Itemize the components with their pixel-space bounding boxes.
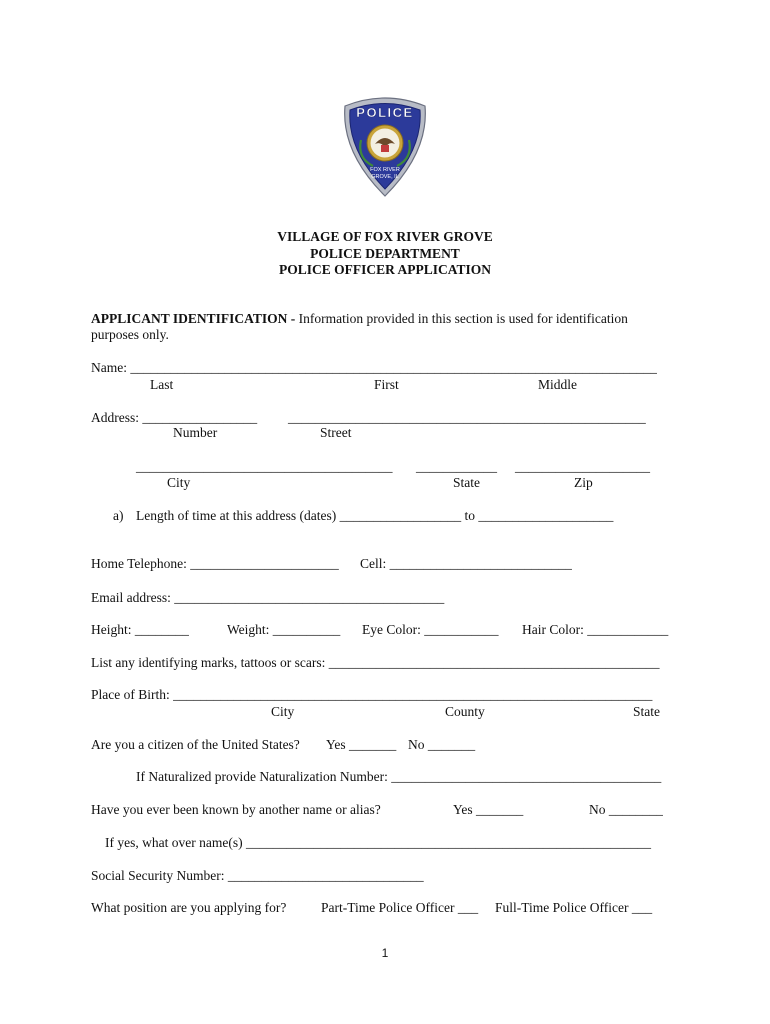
citizen-question: Are you a citizen of the United States? — [91, 737, 300, 752]
badge-top-text: POLICE — [356, 105, 414, 120]
full-time-option[interactable]: Full-Time Police Officer ___ — [495, 900, 653, 915]
height-label: Height: — [91, 622, 132, 637]
address-label: Address: — [91, 410, 139, 425]
name-label: Name: — [91, 360, 127, 375]
ssn-field[interactable]: _____________________________ — [227, 868, 424, 883]
alias-yes-field[interactable]: Yes _______ — [453, 802, 524, 817]
weight-label: Weight: — [227, 622, 270, 637]
alias-names-field[interactable]: ____________________________________________________________ — [245, 835, 651, 850]
address-state-field[interactable]: ____________ — [416, 459, 497, 474]
home-phone-row — [91, 556, 339, 572]
address-zip-field[interactable]: ____________________ — [515, 459, 650, 474]
home-phone-field[interactable]: ______________________ — [190, 556, 339, 571]
eye-color-field[interactable]: ___________ — [424, 622, 499, 637]
eye-color-label: Eye Color: — [362, 622, 421, 637]
birth-sub-city: City — [271, 704, 295, 719]
section-description: Information provided in this section is used for identification — [298, 311, 628, 326]
name-sub-first: First — [374, 377, 399, 392]
name-row — [91, 360, 657, 376]
cell-phone-label: Cell: — [360, 556, 387, 571]
ssn-row — [91, 868, 424, 884]
page-number: 1 — [381, 946, 389, 960]
weight-row — [227, 622, 340, 638]
section-title: APPLICANT IDENTIFICATION - — [91, 311, 296, 326]
citizen-no-field[interactable]: No _______ — [408, 737, 476, 752]
address-sub-city: City — [167, 475, 191, 490]
hair-color-row — [522, 622, 668, 638]
position-question: What position are you applying for? — [91, 900, 287, 915]
address-sub-zip: Zip — [574, 475, 593, 490]
header-line-3: POLICE OFFICER APPLICATION — [278, 262, 492, 277]
birth-row — [91, 687, 652, 703]
length-to-label: to — [464, 508, 475, 523]
birth-field[interactable]: _______________________________________________________________________ — [173, 687, 653, 702]
marks-label: List any identifying marks, tattoos or scars: — [91, 655, 326, 670]
email-label: Email address: — [91, 590, 171, 605]
cell-phone-row — [360, 556, 572, 572]
naturalized-field[interactable]: ________________________________________ — [391, 769, 662, 784]
header-line-2: POLICE DEPARTMENT — [310, 246, 460, 261]
length-row — [136, 508, 613, 524]
hair-color-label: Hair Color: — [522, 622, 584, 637]
address-city-field[interactable]: ______________________________________ — [136, 459, 393, 474]
section-description-cont: purposes only. — [91, 327, 169, 342]
cell-phone-field[interactable]: ___________________________ — [389, 556, 572, 571]
marks-field[interactable]: _________________________________________________ — [328, 655, 660, 670]
alias-question: Have you ever been known by another name or alias? — [91, 802, 381, 817]
name-sub-middle: Middle — [538, 377, 577, 392]
birth-sub-state: State — [633, 704, 660, 719]
email-row — [91, 590, 444, 606]
address-row — [91, 410, 257, 426]
weight-field[interactable]: __________ — [272, 622, 341, 637]
address-sub-street: Street — [320, 425, 352, 440]
address-number-field[interactable]: _________________ — [142, 410, 258, 425]
citizen-yes-field[interactable]: Yes _______ — [326, 737, 397, 752]
ssn-label: Social Security Number: — [91, 868, 225, 883]
name-sub-last: Last — [150, 377, 174, 392]
length-from-field[interactable]: __________________ — [339, 508, 462, 523]
hair-color-field[interactable]: ____________ — [587, 622, 669, 637]
address-sub-number: Number — [173, 425, 218, 440]
header-line-1: VILLAGE OF FOX RIVER GROVE — [277, 229, 493, 244]
name-field[interactable]: ______________________________________________________________________________ — [130, 360, 657, 375]
height-field[interactable]: ________ — [134, 622, 189, 637]
alias-names-label: If yes, what over name(s) — [105, 835, 243, 850]
section-intro — [91, 311, 628, 327]
height-row — [91, 622, 189, 638]
birth-label: Place of Birth: — [91, 687, 170, 702]
police-badge-logo — [339, 92, 431, 198]
length-label: Length of time at this address (dates) — [136, 508, 337, 523]
address-sub-state: State — [453, 475, 480, 490]
alias-names-row — [105, 835, 651, 851]
badge-bottom-text-2: GROVE, IL — [371, 174, 399, 180]
address-street-field[interactable]: _____________________________________________________ — [288, 410, 646, 425]
part-time-option[interactable]: Part-Time Police Officer ___ — [321, 900, 479, 915]
length-to-field[interactable]: ____________________ — [478, 508, 614, 523]
home-phone-label: Home Telephone: — [91, 556, 187, 571]
naturalized-label: If Naturalized provide Naturalization Number: — [136, 769, 388, 784]
birth-sub-county: County — [445, 704, 485, 719]
badge-bottom-text-1: FOX RIVER — [370, 167, 400, 173]
alias-no-field[interactable]: No ________ — [589, 802, 663, 817]
seal-shield — [381, 145, 389, 152]
length-item-marker: a) — [113, 508, 124, 523]
marks-row — [91, 655, 659, 671]
eye-color-row — [362, 622, 499, 638]
naturalized-row — [136, 769, 661, 785]
email-field[interactable]: ________________________________________ — [174, 590, 445, 605]
